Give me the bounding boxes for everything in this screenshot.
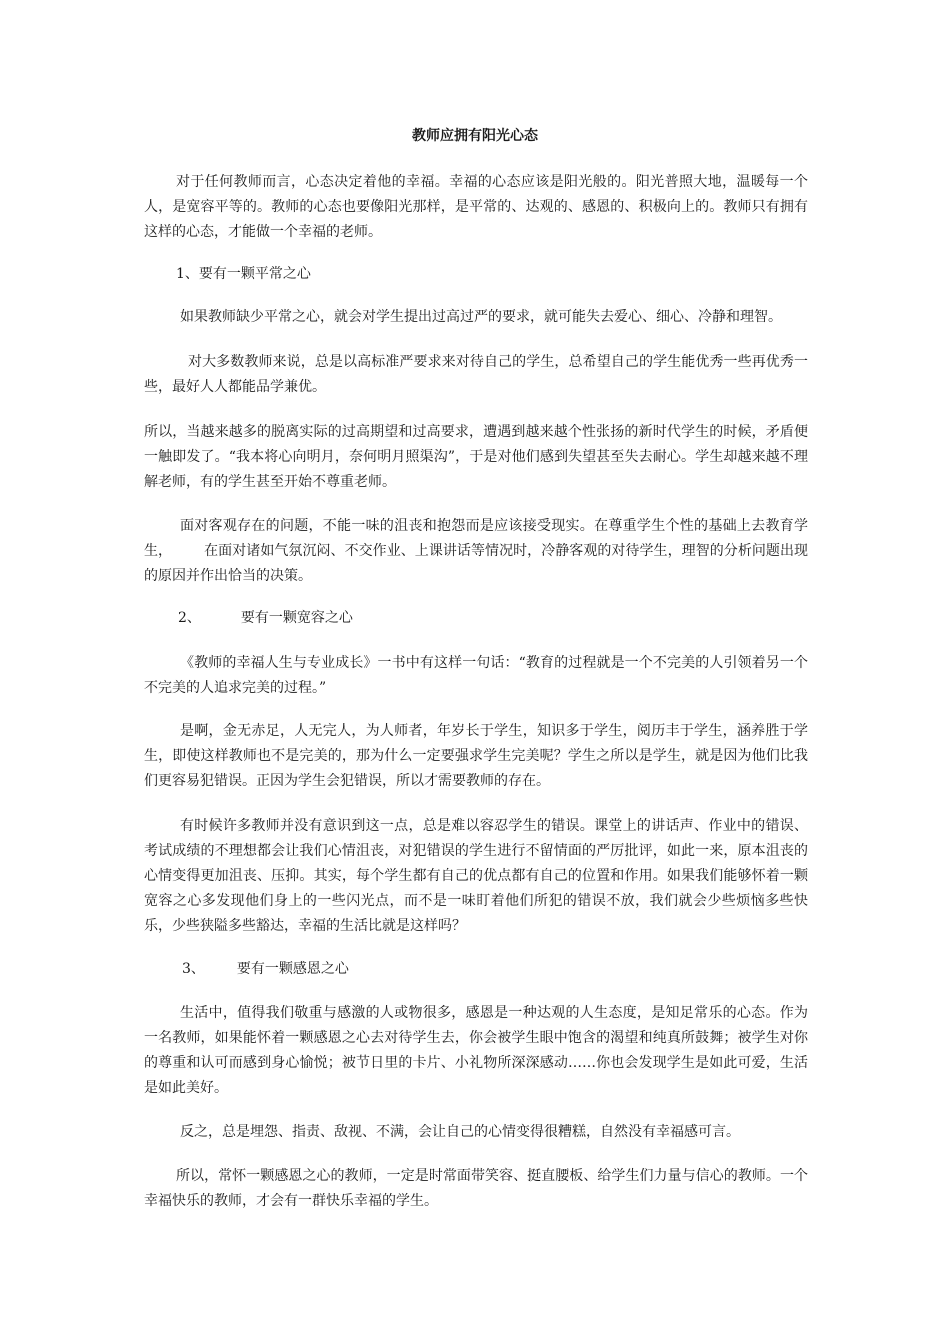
section2-title: 要有一颗宽容之心 — [240, 610, 353, 626]
section1-paragraph-1: 如果教师缺少平常之心，就会对学生提出过高过严的要求，就可能失去爱心、细心、冷静和理智。 — [180, 309, 782, 325]
section3-paragraph-1: 生活中，值得我们敬重与感激的人或物很多，感恩是一种达观的人生态度，是知足常乐的心态。作为一名教师，如果能怀着一颗感恩之心去对待学生去，你会被学生眼中饱含的渴望和纯真所鼓舞；被学生对你的尊重和认可而感到身心愉悦；被节日里的卡片、小礼物所深深感动……你也会发现学生是如此可爱，生活是如此美好。 — [144, 1005, 808, 1096]
section1-paragraph-4-part-a: 面对客观存在的问题，不能一味的沮丧和抱怨而是应该接受现实。在尊重学生个性的基础上去教育学生， — [144, 518, 808, 559]
section1-paragraph-4-part-b: 在面对诸如气氛沉闷、不交作业、上课讲话等情况时，冷静客观的对待学生，理智的分析问题出现的原因并作出恰当的决策。 — [144, 543, 809, 584]
document-title: 教师应拥有阳光心态 — [412, 128, 538, 144]
section2-paragraph-3: 有时候许多教师并没有意识到这一点，总是难以容忍学生的错误。课堂上的讲话声、作业中的错误、考试成绩的不理想都会让我们心情沮丧，对犯错误的学生进行不留情面的严厉批评，如此一来，原本沮丧的心情变得更加沮丧、压抑。其实，每个学生都有自己的优点都有自己的位置和作用。如果我们能够怀着一颗宽容之心多发现他们身上的一些闪光点，而不是一味盯着他们所犯的错误不放，我们就会少些烦恼多些快乐，少些狭隘多些豁达，幸福的生活比就是这样吗？ — [144, 818, 808, 934]
section3-paragraph-3: 所以，常怀一颗感恩之心的教师，一定是时常面带笑容、挺直腰板、给学生们力量与信心的教师。一个幸福快乐的教师，才会有一群快乐幸福的学生。 — [144, 1168, 808, 1209]
section3-heading — [182, 957, 349, 982]
section3-title: 要有一颗感恩之心 — [236, 961, 349, 977]
intro-paragraph: 对于任何教师而言，心态决定着他的幸福。幸福的心态应该是阳光般的。阳光普照大地，温暖每一个人，是宽容平等的。教师的心态也要像阳光那样，是平常的、达观的、感恩的、积极向上的。教师只有拥有这样的心态，才能做一个幸福的老师。 — [144, 174, 808, 240]
section1-paragraph-4 — [144, 514, 808, 589]
section3-paragraph-2: 反之，总是埋怨、指责、敌视、不满，会让自己的心情变得很糟糕，自然没有幸福感可言。 — [180, 1124, 740, 1140]
section2-paragraph-1: 《教师的幸福人生与专业成长》一书中有这样一句话：“教育的过程就是一个不完美的人引领着另一个不完美的人追求完美的过程。” — [144, 655, 808, 696]
section3-number: 3、 — [182, 961, 205, 977]
section1-heading: 1、要有一颗平常之心 — [176, 266, 311, 282]
section1-paragraph-3: 所以，当越来越多的脱离实际的过高期望和过高要求，遭遇到越来越个性张扬的新时代学生的时候，矛盾便一触即发了。“我本将心向明月，奈何明月照渠沟”，于是对他们感到失望甚至失去耐心。学生却越来越不理解老师，有的学生甚至开始不尊重老师。 — [144, 424, 808, 490]
section2-heading — [178, 606, 353, 631]
section2-paragraph-2: 是啊，金无赤足，人无完人，为人师者，年岁长于学生，知识多于学生，阅历丰于学生，涵养胜于学生，即使这样教师也不是完美的，那为什么一定要强求学生完美呢？学生之所以是学生，就是因为他们比我们更容易犯错误。正因为学生会犯错误，所以才需要教师的存在。 — [144, 723, 808, 789]
section1-paragraph-2: 对大多数教师来说，总是以高标准严要求来对待自己的学生，总希望自己的学生能优秀一些再优秀一些，最好人人都能品学兼优。 — [144, 354, 808, 395]
section2-number: 2、 — [178, 610, 201, 626]
